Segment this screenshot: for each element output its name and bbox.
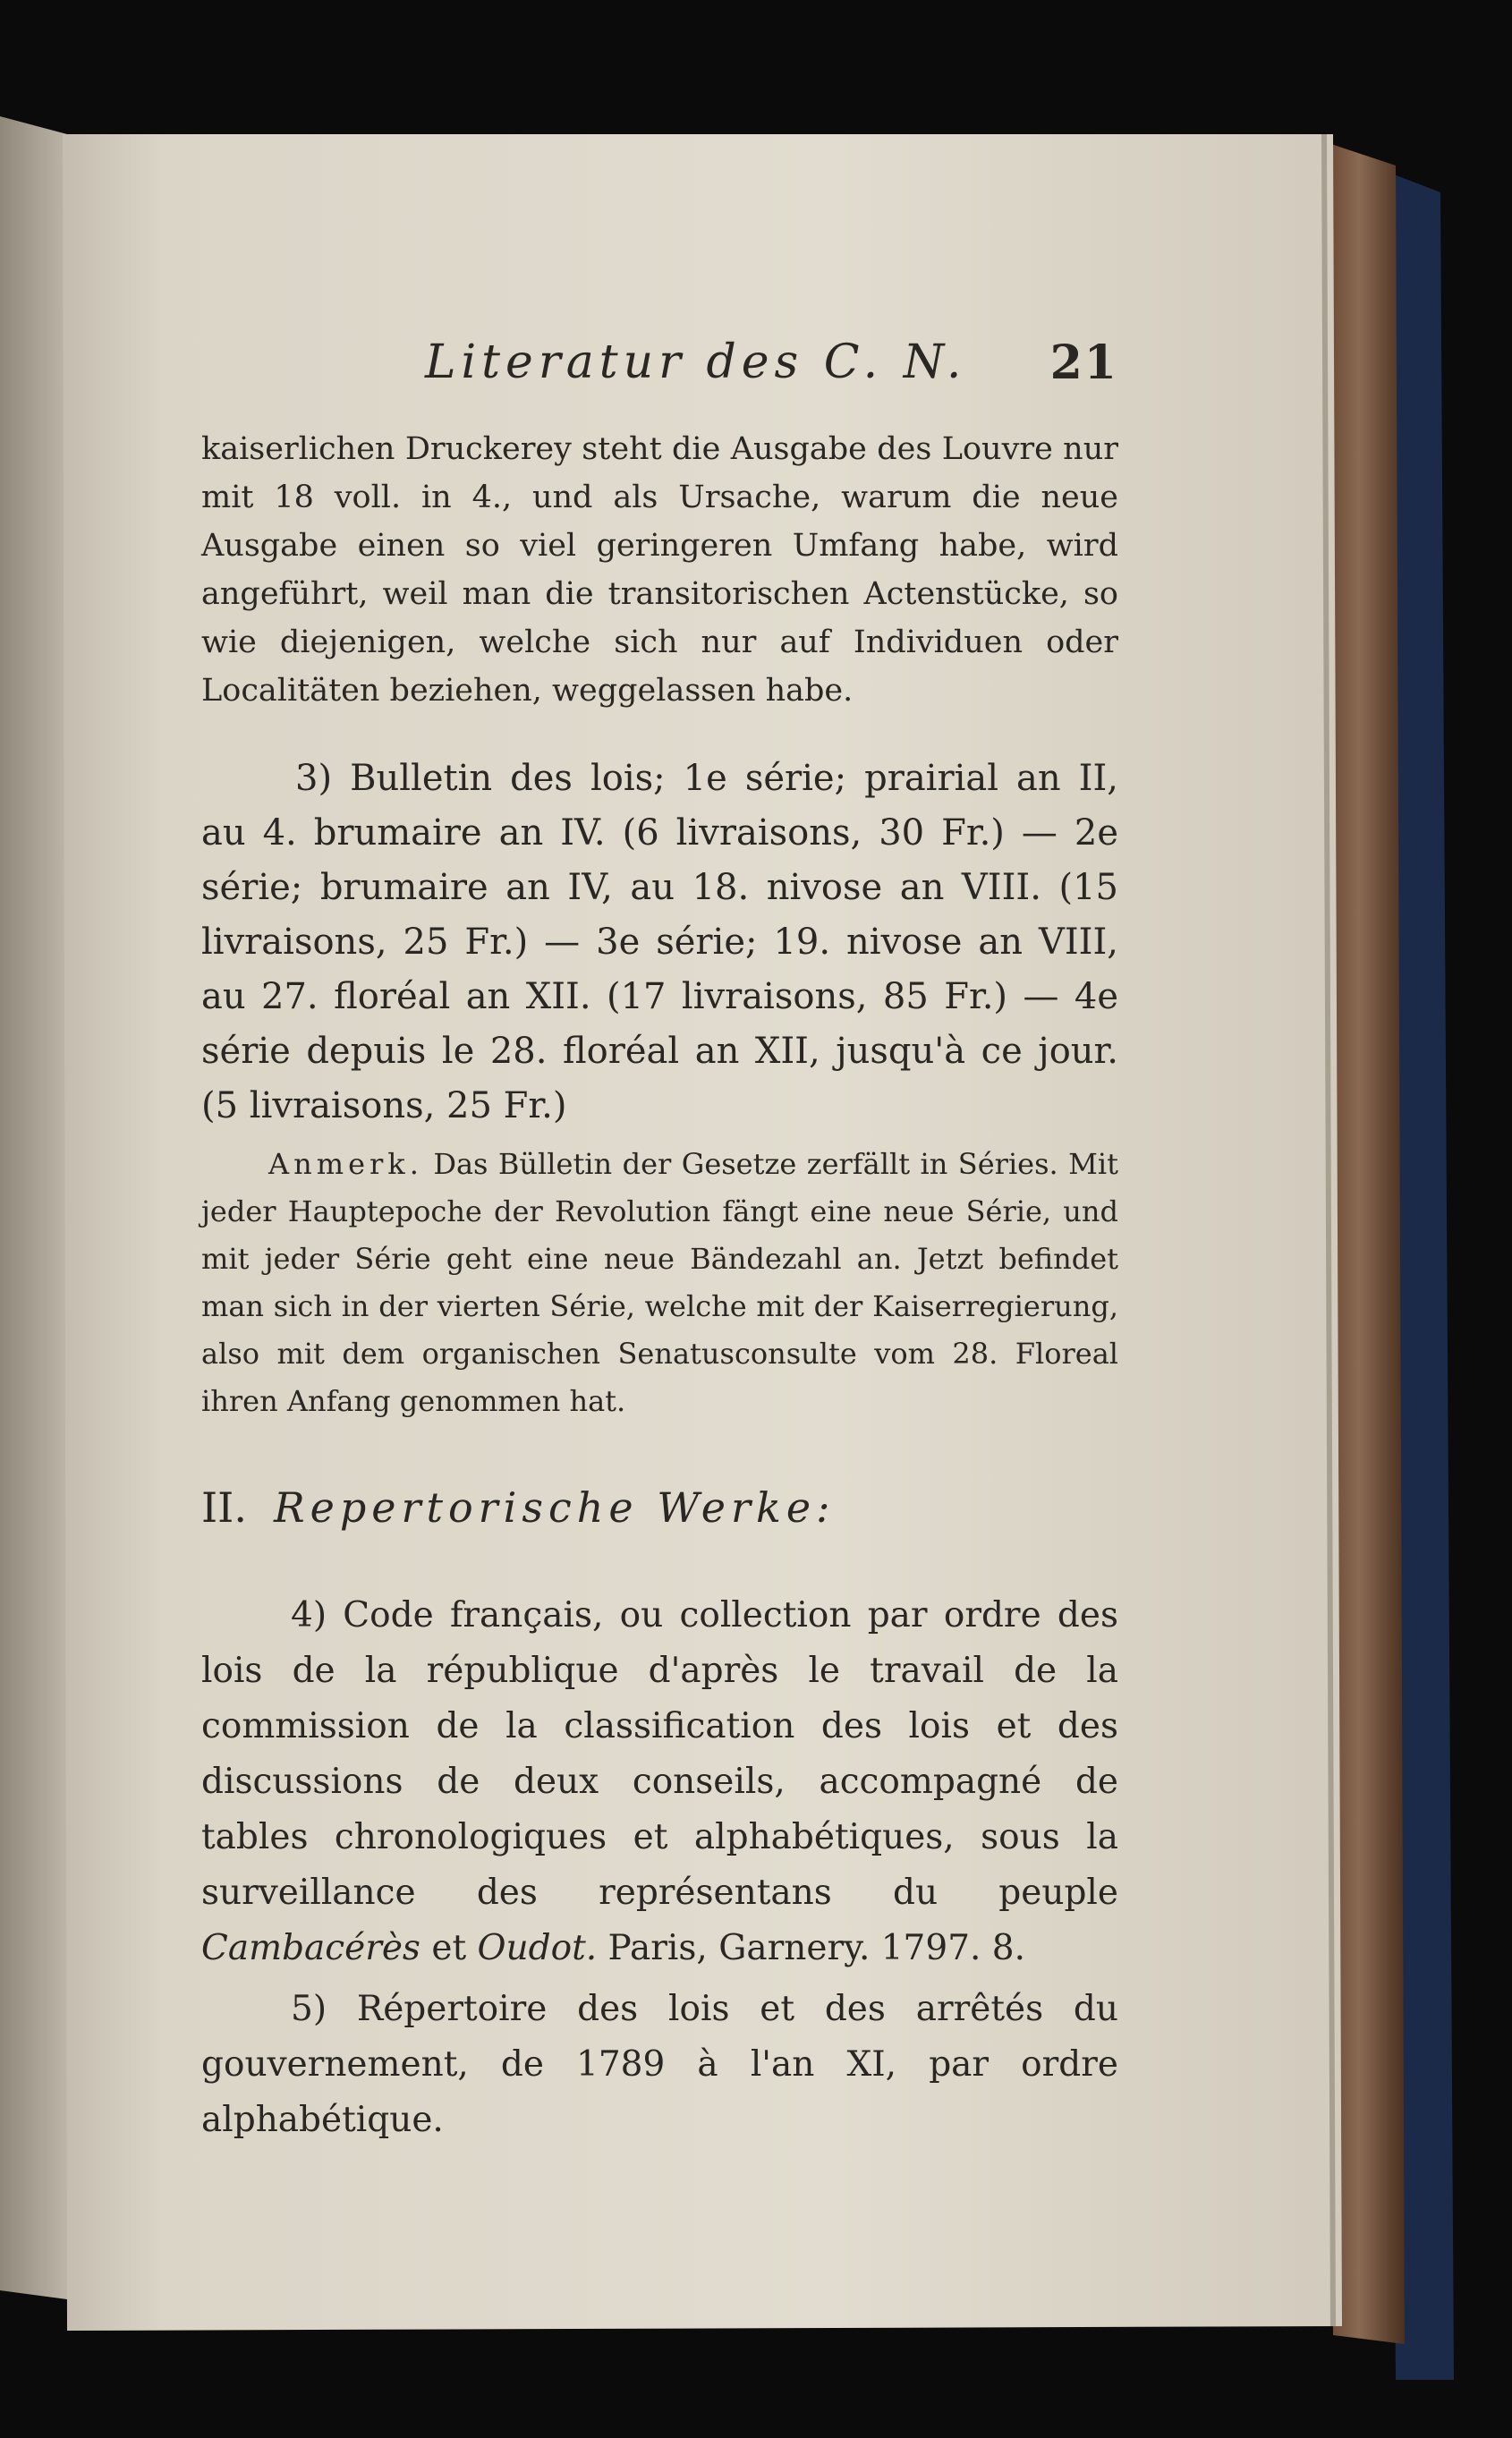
code-text: 4) Code français, ou collection par ordre des lois de la république d'après le travail de la commission de la classification des lois et des discussions de deux conseils, accompagné de tables chronologiques et alphabétiques, sous la surveillance des représentans du peuple [201,1595,1118,1913]
code-name-cambaceres: Cambacérès [201,1928,420,1968]
paragraph-code-francais [201,1588,1118,1976]
page-number: 21 [1049,336,1118,390]
code-imprint: Paris, Garnery. 1797. 8. [607,1928,1026,1968]
section-number: II. [201,1483,247,1532]
anmerkung-text: Das Bülletin der Gesetze zerfällt in Séries. Mit jeder Hauptepoche der Revolution fängt eine neue Série, und mit jeder Série geht eine neue Bändezahl an. Jetzt befindet man sich in der vierten Série, welche mit der Kaiserregierung, also mit dem organischen Senatusconsulte vom 28. Floreal ihren Anfang genommen hat. [201,1147,1119,1418]
code-name-oudot: Oudot. [477,1928,598,1968]
paragraph-anmerkung [201,1141,1118,1425]
section-heading [201,1481,1118,1534]
paragraph-repertoire: 5) Répertoire des lois et des arrêtés du gouvernement, de 1789 à l'an XI, par ordre alphabétique. [201,1989,1118,2140]
paragraph-bulletin-des-lois: 3) Bulletin des lois; 1e série; prairial an II, au 4. brumaire an IV. (6 livraisons, 30 Fr.) — 2e série; brumaire an IV, au 18. nivose an VIII. (15 livraisons, 25 Fr.) — 3e série; 19. nivose an VIII, au 27. floréal an XII. (17 livraisons, 85 Fr.) — 4e série depuis le 28. floréal an XII, jusqu'à ce jour. (5 livraisons, 25 Fr.) [201,758,1118,1126]
paragraph-note-continued: kaiserlichen Druckerey steht die Ausgabe des Louvre nur mit 18 voll. in 4., und als Ursache, warum die neue Ausgabe einen so viel geringeren Umfang habe, wird angeführt, weil man die transitorischen Actenstücke, so wie diejenigen, welche sich nur auf Individuen oder Localitäten beziehen, weggelassen habe. [201,431,1118,709]
running-header [425,336,1118,398]
page-text-block [201,336,1119,2140]
running-head-title: Literatur des C. N. [425,336,967,389]
section-title: Repertorische Werke: [273,1483,836,1532]
code-et: et [431,1928,467,1968]
anmerkung-label: Anmerk. [268,1147,423,1181]
